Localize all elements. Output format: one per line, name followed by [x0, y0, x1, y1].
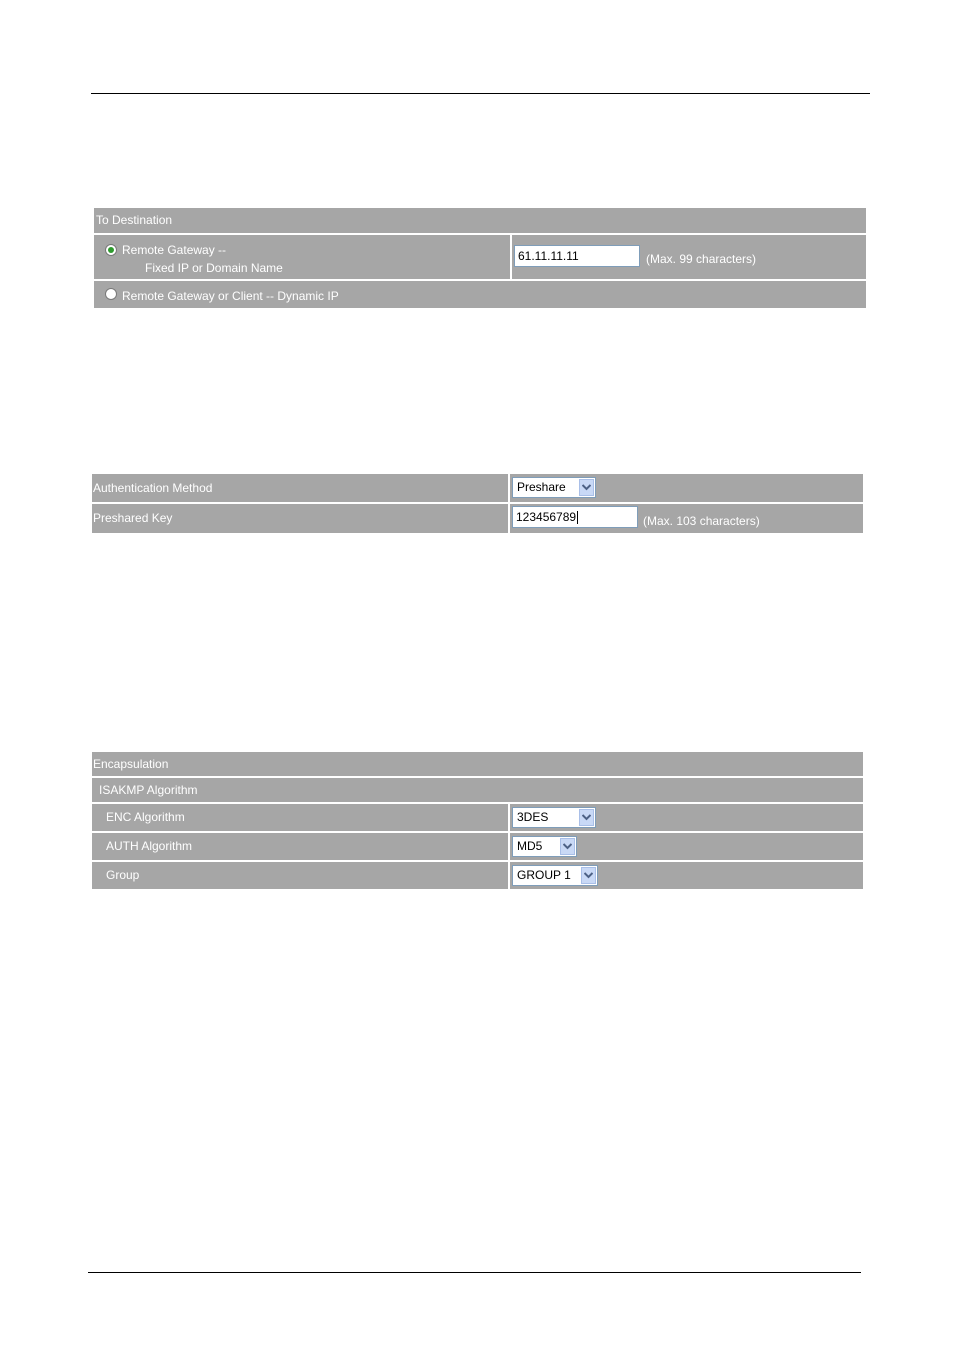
enc-algorithm-select[interactable] [512, 807, 596, 828]
preshared-key-input[interactable] [512, 506, 638, 528]
top-rule [91, 93, 870, 94]
encapsulation-header-label: Encapsulation [93, 757, 169, 771]
group-select[interactable] [512, 865, 598, 886]
dropdown-arrow-icon[interactable] [579, 809, 594, 826]
radio-unselected-icon[interactable] [105, 288, 117, 300]
auth-algorithm-select[interactable] [512, 836, 577, 857]
group-select-value: GROUP 1 [517, 868, 571, 882]
auth-method-value-cell [510, 474, 863, 502]
auth-method-label-cell [92, 474, 508, 502]
isakmp-header [92, 778, 863, 802]
fixed-ip-value-cell [512, 235, 866, 279]
auth-method-label: Authentication Method [93, 481, 213, 495]
group-label: Group [106, 868, 140, 882]
remote-gateway-hint: (Max. 99 characters) [646, 252, 757, 266]
dropdown-arrow-icon[interactable] [581, 867, 596, 884]
dropdown-arrow-icon[interactable] [579, 479, 594, 496]
dynamic-ip-row [94, 281, 866, 308]
isakmp-header-label: ISAKMP Algorithm [99, 783, 198, 797]
auth-algorithm-label-cell [92, 833, 508, 860]
fixed-ip-row [94, 235, 866, 279]
preshared-key-value-cell [510, 504, 863, 533]
remote-gateway-input[interactable] [514, 245, 640, 267]
auth-algorithm-row [92, 833, 863, 860]
group-label-cell [92, 862, 508, 889]
encapsulation-panel [92, 752, 863, 889]
preshared-key-row [92, 504, 863, 533]
remote-gateway-input-value: 61.11.11.11 [518, 249, 579, 263]
destination-header [94, 208, 866, 233]
auth-algorithm-select-value: MD5 [517, 839, 543, 853]
preshared-key-input-value: 123456789 [516, 510, 577, 524]
enc-algorithm-label-cell [92, 804, 508, 831]
authentication-panel [92, 474, 863, 533]
enc-algorithm-label: ENC Algorithm [106, 810, 185, 824]
preshared-key-label: Preshared Key [93, 511, 173, 525]
preshared-key-hint: (Max. 103 characters) [643, 514, 760, 528]
auth-method-select-value: Preshare [517, 480, 566, 494]
fixed-ip-label-line1: Remote Gateway -- [122, 243, 227, 257]
enc-algorithm-row [92, 804, 863, 831]
encapsulation-header [92, 752, 863, 776]
group-row [92, 862, 863, 889]
auth-method-select[interactable] [512, 477, 596, 498]
dropdown-arrow-icon[interactable] [560, 838, 575, 855]
bottom-rule [88, 1272, 861, 1273]
enc-algorithm-value-cell [510, 804, 863, 831]
group-value-cell [510, 862, 863, 889]
preshared-key-label-cell [92, 504, 508, 533]
destination-header-label: To Destination [96, 213, 173, 227]
auth-method-row [92, 474, 863, 502]
auth-algorithm-value-cell [510, 833, 863, 860]
radio-selected-icon[interactable] [105, 244, 117, 256]
text-caret [577, 511, 578, 524]
auth-algorithm-label: AUTH Algorithm [106, 839, 193, 853]
fixed-ip-label-line2: Fixed IP or Domain Name [145, 261, 283, 275]
dynamic-ip-label: Remote Gateway or Client -- Dynamic IP [122, 289, 339, 303]
fixed-ip-label-cell [94, 235, 510, 279]
enc-algorithm-select-value: 3DES [517, 810, 549, 824]
destination-panel [94, 208, 866, 308]
